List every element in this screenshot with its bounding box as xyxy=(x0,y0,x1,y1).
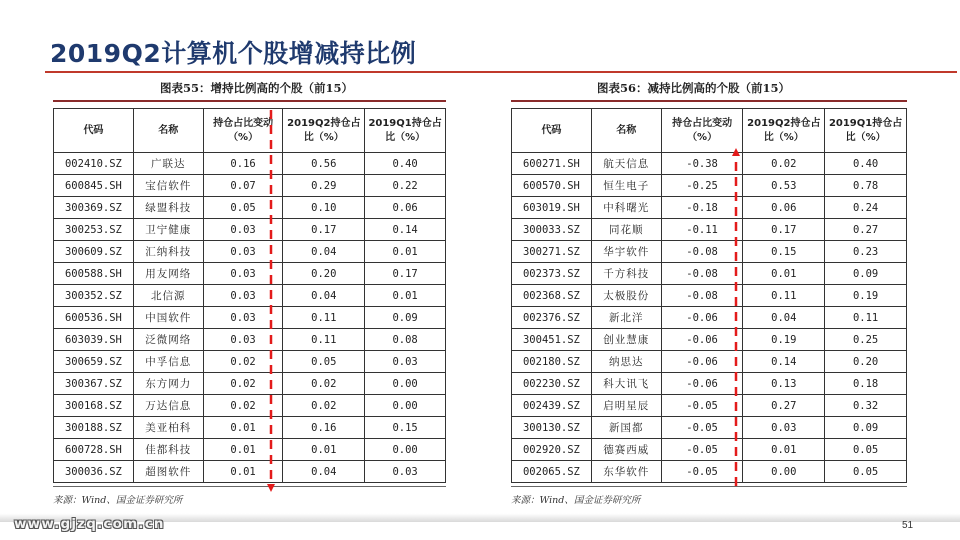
website-url: www.gjzq.com.cn xyxy=(14,516,165,532)
cell-change: -0.18 xyxy=(661,197,743,219)
header-name: 名称 xyxy=(591,109,661,153)
cell-q1: 0.14 xyxy=(365,219,446,241)
cell-q2: 0.20 xyxy=(283,263,365,285)
cell-q2: 0.19 xyxy=(743,329,825,351)
cell-q1: 0.40 xyxy=(365,153,446,175)
table-header-row xyxy=(54,109,446,153)
cell-q2: 0.56 xyxy=(283,153,365,175)
cell-code: 300352.SZ xyxy=(54,285,134,307)
cell-code: 300271.SZ xyxy=(512,241,592,263)
cell-name: 太极股份 xyxy=(591,285,661,307)
cell-change: -0.08 xyxy=(661,241,743,263)
table-row xyxy=(54,219,446,241)
cell-q2: 0.17 xyxy=(283,219,365,241)
decrease-holdings-table xyxy=(511,108,907,483)
cell-name: 泛微网络 xyxy=(133,329,203,351)
cell-q2: 0.16 xyxy=(283,417,365,439)
cell-q2: 0.01 xyxy=(743,263,825,285)
cell-q2: 0.15 xyxy=(743,241,825,263)
table-row xyxy=(512,263,907,285)
cell-name: 创业慧康 xyxy=(591,329,661,351)
right-table-body xyxy=(512,153,907,483)
cell-change: 0.02 xyxy=(203,395,283,417)
table-row xyxy=(54,329,446,351)
cell-q1: 0.40 xyxy=(825,153,907,175)
cell-change: -0.06 xyxy=(661,373,743,395)
table-row xyxy=(54,197,446,219)
cell-q2: 0.53 xyxy=(743,175,825,197)
cell-q2: 0.11 xyxy=(743,285,825,307)
table-row xyxy=(54,307,446,329)
cell-q2: 0.02 xyxy=(283,395,365,417)
table-row xyxy=(512,285,907,307)
cell-name: 纳思达 xyxy=(591,351,661,373)
cell-code: 600728.SH xyxy=(54,439,134,461)
cell-q1: 0.20 xyxy=(825,351,907,373)
cell-name: 航天信息 xyxy=(591,153,661,175)
cell-change: 0.02 xyxy=(203,351,283,373)
cell-change: 0.03 xyxy=(203,263,283,285)
cell-q2: 0.13 xyxy=(743,373,825,395)
cell-q1: 0.17 xyxy=(365,263,446,285)
cell-change: 0.01 xyxy=(203,417,283,439)
cell-name: 中科曙光 xyxy=(591,197,661,219)
cell-name: 德赛西威 xyxy=(591,439,661,461)
cell-code: 300253.SZ xyxy=(54,219,134,241)
cell-q2: 0.04 xyxy=(743,307,825,329)
cell-change: 0.05 xyxy=(203,197,283,219)
table-row xyxy=(54,373,446,395)
cell-name: 东华软件 xyxy=(591,461,661,483)
header-change: 持仓占比变动（%） xyxy=(661,109,743,153)
table-row xyxy=(512,461,907,483)
cell-q1: 0.32 xyxy=(825,395,907,417)
cell-code: 300369.SZ xyxy=(54,197,134,219)
header-change: 持仓占比变动（%） xyxy=(203,109,283,153)
cell-q1: 0.09 xyxy=(825,417,907,439)
cell-q1: 0.09 xyxy=(825,263,907,285)
left-source-divider xyxy=(53,486,446,487)
header-name: 名称 xyxy=(133,109,203,153)
cell-code: 002920.SZ xyxy=(512,439,592,461)
table-row xyxy=(54,351,446,373)
cell-q1: 0.03 xyxy=(365,351,446,373)
cell-q1: 0.06 xyxy=(365,197,446,219)
table-row xyxy=(512,351,907,373)
table-row xyxy=(512,197,907,219)
cell-name: 北信源 xyxy=(133,285,203,307)
table-row xyxy=(512,329,907,351)
table-row xyxy=(512,373,907,395)
right-source-note: 来源：Wind、国金证券研究所 xyxy=(511,495,641,506)
cell-change: -0.08 xyxy=(661,285,743,307)
cell-q1: 0.00 xyxy=(365,373,446,395)
cell-q2: 0.01 xyxy=(283,439,365,461)
cell-change: 0.01 xyxy=(203,461,283,483)
cell-q1: 0.00 xyxy=(365,395,446,417)
cell-q1: 0.18 xyxy=(825,373,907,395)
cell-name: 恒生电子 xyxy=(591,175,661,197)
cell-change: -0.06 xyxy=(661,351,743,373)
cell-change: -0.06 xyxy=(661,307,743,329)
cell-code: 600271.SH xyxy=(512,153,592,175)
cell-name: 千方科技 xyxy=(591,263,661,285)
cell-code: 300188.SZ xyxy=(54,417,134,439)
cell-q1: 0.03 xyxy=(365,461,446,483)
cell-code: 603039.SH xyxy=(54,329,134,351)
cell-q2: 0.05 xyxy=(283,351,365,373)
cell-code: 300451.SZ xyxy=(512,329,592,351)
cell-q2: 0.10 xyxy=(283,197,365,219)
cell-q2: 0.17 xyxy=(743,219,825,241)
cell-change: 0.03 xyxy=(203,285,283,307)
page-number: 51 xyxy=(902,520,914,531)
cell-code: 300036.SZ xyxy=(54,461,134,483)
table-row xyxy=(512,175,907,197)
cell-name: 同花顺 xyxy=(591,219,661,241)
cell-code: 002373.SZ xyxy=(512,263,592,285)
table-row xyxy=(512,395,907,417)
cell-code: 002368.SZ xyxy=(512,285,592,307)
cell-name: 广联达 xyxy=(133,153,203,175)
cell-q2: 0.04 xyxy=(283,461,365,483)
cell-change: 0.03 xyxy=(203,329,283,351)
cell-name: 华宇软件 xyxy=(591,241,661,263)
cell-q2: 0.06 xyxy=(743,197,825,219)
cell-code: 002065.SZ xyxy=(512,461,592,483)
cell-code: 600536.SH xyxy=(54,307,134,329)
cell-code: 002376.SZ xyxy=(512,307,592,329)
cell-q1: 0.09 xyxy=(365,307,446,329)
cell-name: 新国都 xyxy=(591,417,661,439)
cell-code: 600570.SH xyxy=(512,175,592,197)
cell-code: 300130.SZ xyxy=(512,417,592,439)
table-header-row xyxy=(512,109,907,153)
cell-change: -0.05 xyxy=(661,461,743,483)
cell-code: 002439.SZ xyxy=(512,395,592,417)
cell-name: 东方网力 xyxy=(133,373,203,395)
left-table-body xyxy=(54,153,446,483)
cell-q1: 0.23 xyxy=(825,241,907,263)
cell-name: 卫宁健康 xyxy=(133,219,203,241)
cell-change: 0.02 xyxy=(203,373,283,395)
cell-q2: 0.14 xyxy=(743,351,825,373)
cell-code: 002180.SZ xyxy=(512,351,592,373)
cell-q1: 0.05 xyxy=(825,461,907,483)
header-code: 代码 xyxy=(54,109,134,153)
table-row xyxy=(512,219,907,241)
cell-change: -0.05 xyxy=(661,395,743,417)
cell-q1: 0.00 xyxy=(365,439,446,461)
table-row xyxy=(54,395,446,417)
right-table-caption: 图表56：减持比例高的个股（前15） xyxy=(597,81,791,95)
cell-change: 0.03 xyxy=(203,241,283,263)
cell-change: -0.11 xyxy=(661,219,743,241)
table-row xyxy=(54,263,446,285)
title-divider xyxy=(45,71,957,73)
cell-change: -0.08 xyxy=(661,263,743,285)
table-row xyxy=(54,285,446,307)
cell-q2: 0.04 xyxy=(283,285,365,307)
cell-q1: 0.01 xyxy=(365,241,446,263)
cell-code: 002230.SZ xyxy=(512,373,592,395)
cell-code: 300659.SZ xyxy=(54,351,134,373)
cell-code: 300033.SZ xyxy=(512,219,592,241)
table-row xyxy=(512,417,907,439)
table-row xyxy=(512,153,907,175)
cell-name: 用友网络 xyxy=(133,263,203,285)
cell-code: 600588.SH xyxy=(54,263,134,285)
cell-q2: 0.00 xyxy=(743,461,825,483)
cell-change: 0.16 xyxy=(203,153,283,175)
header-q1: 2019Q1持仓占比（%） xyxy=(825,109,907,153)
cell-name: 汇纳科技 xyxy=(133,241,203,263)
cell-code: 300367.SZ xyxy=(54,373,134,395)
cell-name: 佳都科技 xyxy=(133,439,203,461)
left-caption-divider xyxy=(53,100,446,102)
cell-change: 0.03 xyxy=(203,307,283,329)
left-source-note: 来源：Wind、国金证券研究所 xyxy=(53,495,183,506)
page-title: 2019Q2计算机个股增减持比例 xyxy=(50,39,417,68)
cell-code: 300609.SZ xyxy=(54,241,134,263)
increase-holdings-table xyxy=(53,108,446,483)
cell-q2: 0.29 xyxy=(283,175,365,197)
cell-q1: 0.78 xyxy=(825,175,907,197)
cell-name: 美亚柏科 xyxy=(133,417,203,439)
cell-code: 002410.SZ xyxy=(54,153,134,175)
cell-q1: 0.27 xyxy=(825,219,907,241)
right-caption-divider xyxy=(511,100,907,102)
cell-change: 0.07 xyxy=(203,175,283,197)
left-table-caption: 图表55：增持比例高的个股（前15） xyxy=(160,81,354,95)
cell-change: -0.05 xyxy=(661,439,743,461)
cell-q2: 0.27 xyxy=(743,395,825,417)
cell-q2: 0.03 xyxy=(743,417,825,439)
table-row xyxy=(54,439,446,461)
cell-code: 600845.SH xyxy=(54,175,134,197)
cell-q1: 0.19 xyxy=(825,285,907,307)
right-source-divider xyxy=(511,486,907,487)
cell-q2: 0.11 xyxy=(283,329,365,351)
cell-name: 绿盟科技 xyxy=(133,197,203,219)
cell-name: 超图软件 xyxy=(133,461,203,483)
cell-change: -0.05 xyxy=(661,417,743,439)
table-row xyxy=(512,241,907,263)
cell-q1: 0.05 xyxy=(825,439,907,461)
cell-code: 300168.SZ xyxy=(54,395,134,417)
cell-change: -0.38 xyxy=(661,153,743,175)
cell-change: -0.25 xyxy=(661,175,743,197)
header-q2: 2019Q2持仓占比（%） xyxy=(283,109,365,153)
table-row xyxy=(54,175,446,197)
cell-q1: 0.22 xyxy=(365,175,446,197)
cell-name: 中孚信息 xyxy=(133,351,203,373)
table-row xyxy=(54,153,446,175)
header-code: 代码 xyxy=(512,109,592,153)
cell-name: 宝信软件 xyxy=(133,175,203,197)
table-row xyxy=(54,461,446,483)
cell-name: 新北洋 xyxy=(591,307,661,329)
table-row xyxy=(54,417,446,439)
cell-q1: 0.08 xyxy=(365,329,446,351)
cell-q2: 0.02 xyxy=(283,373,365,395)
table-row xyxy=(512,307,907,329)
cell-q2: 0.04 xyxy=(283,241,365,263)
table-row xyxy=(512,439,907,461)
cell-change: 0.03 xyxy=(203,219,283,241)
header-q1: 2019Q1持仓占比（%） xyxy=(365,109,446,153)
cell-q1: 0.01 xyxy=(365,285,446,307)
cell-q1: 0.24 xyxy=(825,197,907,219)
cell-code: 603019.SH xyxy=(512,197,592,219)
cell-name: 万达信息 xyxy=(133,395,203,417)
cell-name: 启明星辰 xyxy=(591,395,661,417)
cell-name: 科大讯飞 xyxy=(591,373,661,395)
cell-q2: 0.02 xyxy=(743,153,825,175)
cell-change: 0.01 xyxy=(203,439,283,461)
cell-q1: 0.11 xyxy=(825,307,907,329)
cell-q1: 0.25 xyxy=(825,329,907,351)
table-row xyxy=(54,241,446,263)
cell-q2: 0.11 xyxy=(283,307,365,329)
cell-q2: 0.01 xyxy=(743,439,825,461)
header-q2: 2019Q2持仓占比（%） xyxy=(743,109,825,153)
cell-q1: 0.15 xyxy=(365,417,446,439)
cell-change: -0.06 xyxy=(661,329,743,351)
cell-name: 中国软件 xyxy=(133,307,203,329)
